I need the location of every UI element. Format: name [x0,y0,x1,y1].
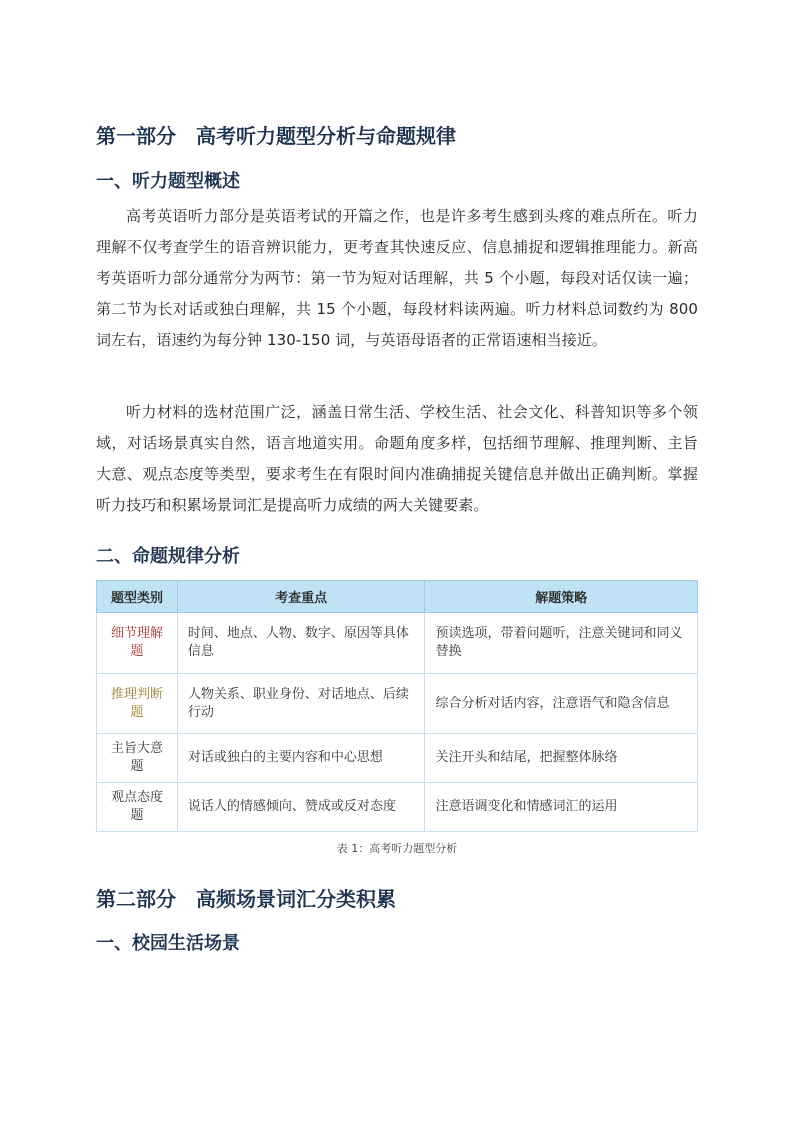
part1-title: 第一部分 高考听力题型分析与命题规律 [96,124,456,148]
table-cell-focus: 对话或独白的主要内容和中心思想 [177,734,425,783]
section2-heading: 二、命题规律分析 [96,546,240,567]
table-header-row [97,581,698,613]
question-type-table [96,580,698,832]
table-header-strategy: 解题策略 [425,581,698,613]
table-cell-strategy: 预读选项，带着问题听，注意关键词和同义替换 [425,613,698,674]
table-cell-focus: 时间、地点、人物、数字、原因等具体信息 [177,613,425,674]
table-row [97,674,698,734]
table-header-type: 题型类别 [97,581,178,613]
table-cell-strategy: 综合分析对话内容，注意语气和隐含信息 [425,674,698,734]
table-cell-type: 细节理解题 [97,613,178,674]
table-cell-strategy: 关注开头和结尾，把握整体脉络 [425,734,698,783]
table-row [97,613,698,674]
table-cell-type: 推理判断题 [97,674,178,734]
table-row [97,783,698,832]
table-cell-focus: 人物关系、职业身份、对话地点、后续行动 [177,674,425,734]
section3-heading: 一、校园生活场景 [96,933,240,954]
table-cell-type: 观点态度题 [97,783,178,832]
table-header-focus: 考查重点 [177,581,425,613]
table-cell-focus: 说话人的情感倾向、赞成或反对态度 [177,783,425,832]
section1-paragraph-2: 听力材料的选材范围广泛，涵盖日常生活、学校生活、社会文化、科普知识等多个领域，对话场景真实自然，语言地道实用。命题角度多样，包括细节理解、推理判断、主旨大意、观点态度等类型，要求考生在有限时间内准确捕捉关键信息并做出正确判断。掌握听力技巧和积累场景词汇是提高听力成绩的两大关键要素。 [96,403,698,514]
table-cell-strategy: 注意语调变化和情感词汇的运用 [425,783,698,832]
section1-paragraph-1: 高考英语听力部分是英语考试的开篇之作，也是许多考生感到头疼的难点所在。听力理解不仅考查学生的语音辨识能力，更考查其快速反应、信息捕捉和逻辑推理能力。新高考英语听力部分通常分为两节：第一节为短对话理解，共 5 个小题，每段对话仅读一遍；第二节为长对话或独白理解，共 15 个小题，每段材料读两遍。听力材料总词数约为 800 词左右，语速约为每分钟 130-150 词，与英语母语者的正常语速相当接近。 [96,207,698,349]
section1-heading: 一、听力题型概述 [96,171,240,192]
table-row [97,734,698,783]
part2-title: 第二部分 高频场景词汇分类积累 [96,887,396,911]
table-caption: 表 1：高考听力题型分析 [336,842,458,855]
table-cell-type: 主旨大意题 [97,734,178,783]
